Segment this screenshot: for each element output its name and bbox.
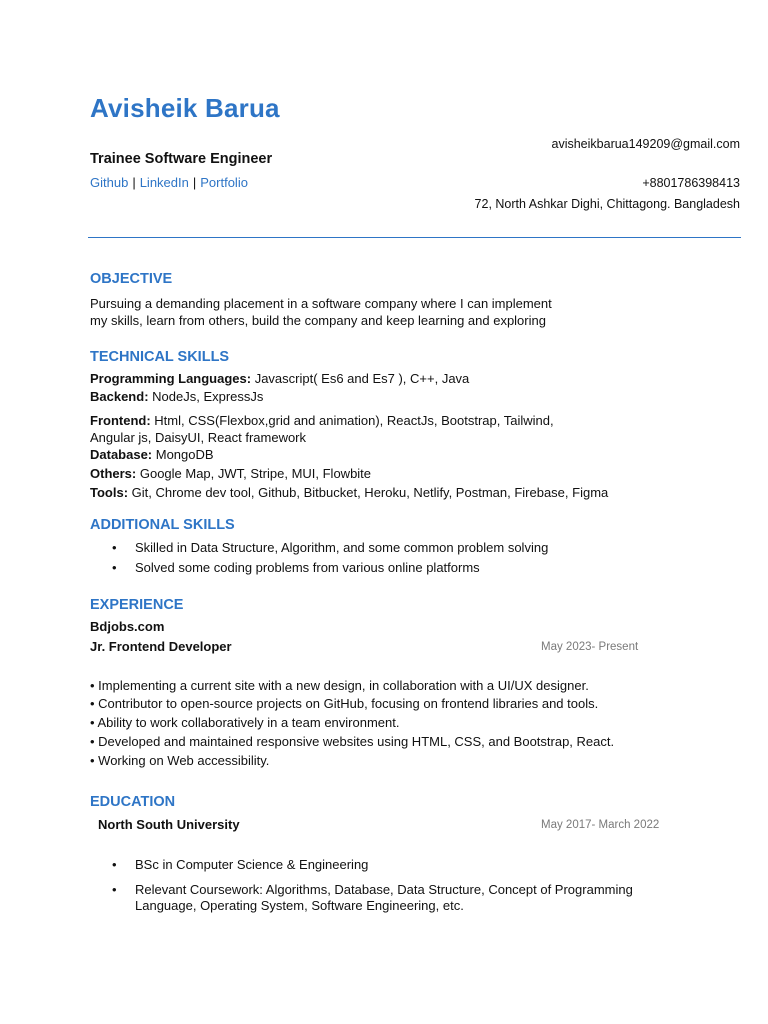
linkedin-link[interactable]: LinkedIn [139,175,189,190]
company-name: Bdjobs.com [90,619,165,634]
additional-skills-heading: ADDITIONAL SKILLS [90,517,235,533]
objective-heading: OBJECTIVE [90,271,173,287]
skill-row-frontend: Frontend: Html, CSS(Flexbox,grid and animation), ReactJs, Bootstrap, Tailwind, [90,413,554,428]
skill-row-database: Database: MongoDB [90,447,214,462]
experience-heading: EXPERIENCE [90,597,184,613]
portfolio-link[interactable]: Portfolio [200,175,248,190]
list-item-continuation: Language, Operating System, Software Engineering, etc. [135,898,464,913]
email[interactable]: avisheikbarua149209@gmail.com [551,137,740,151]
skill-row-tools: Tools: Git, Chrome dev tool, Github, Bitbucket, Heroku, Netlify, Postman, Firebase, Figma [90,485,609,500]
list-item: • Working on Web accessibility. [90,753,270,768]
link-separator: | [132,175,136,190]
phone: +8801786398413 [642,176,740,190]
education-date: May 2017- March 2022 [541,819,660,831]
list-item: • Solved some coding problems from various online platforms [112,560,480,575]
objective-line: my skills, learn from others, build the company and keep learning and exploring [90,313,546,328]
list-item: • BSc in Computer Science & Engineering [112,857,369,872]
experience-date: May 2023- Present [541,641,639,653]
list-item: • Relevant Coursework: Algorithms, Database, Data Structure, Concept of Programming [112,882,633,897]
skill-row-frontend-cont: Angular js, DaisyUI, React framework [90,430,307,445]
github-link[interactable]: Github [90,175,129,190]
skill-row-backend: Backend: NodeJs, ExpressJs [90,389,264,404]
position-title: Jr. Frontend Developer [90,639,232,654]
technical-skills-heading: TECHNICAL SKILLS [90,349,230,365]
candidate-name: Avisheik Barua [90,93,280,123]
list-item: • Developed and maintained responsive websites using HTML, CSS, and Bootstrap, React. [90,734,615,749]
profile-links [90,175,248,190]
list-item: • Skilled in Data Structure, Algorithm, and some common problem solving [112,540,549,555]
list-item: • Contributor to open-source projects on GitHub, focusing on frontend libraries and tools. [90,696,599,711]
list-item: • Ability to work collaboratively in a team environment. [90,715,400,730]
header-divider [88,237,741,238]
school-name: North South University [98,817,240,832]
skill-row-languages: Programming Languages: Javascript( Es6 and Es7 ), C++, Java [90,371,470,386]
link-separator: | [192,175,197,190]
objective-line: Pursuing a demanding placement in a software company where I can implement [90,296,552,311]
skill-row-others: Others: Google Map, JWT, Stripe, MUI, Flowbite [90,466,372,481]
address: 72, North Ashkar Dighi, Chittagong. Bangladesh [474,197,740,211]
education-heading: EDUCATION [90,794,176,810]
list-item: • Implementing a current site with a new design, in collaboration with a UI/UX designer. [90,678,589,693]
job-title: Trainee Software Engineer [90,151,273,167]
